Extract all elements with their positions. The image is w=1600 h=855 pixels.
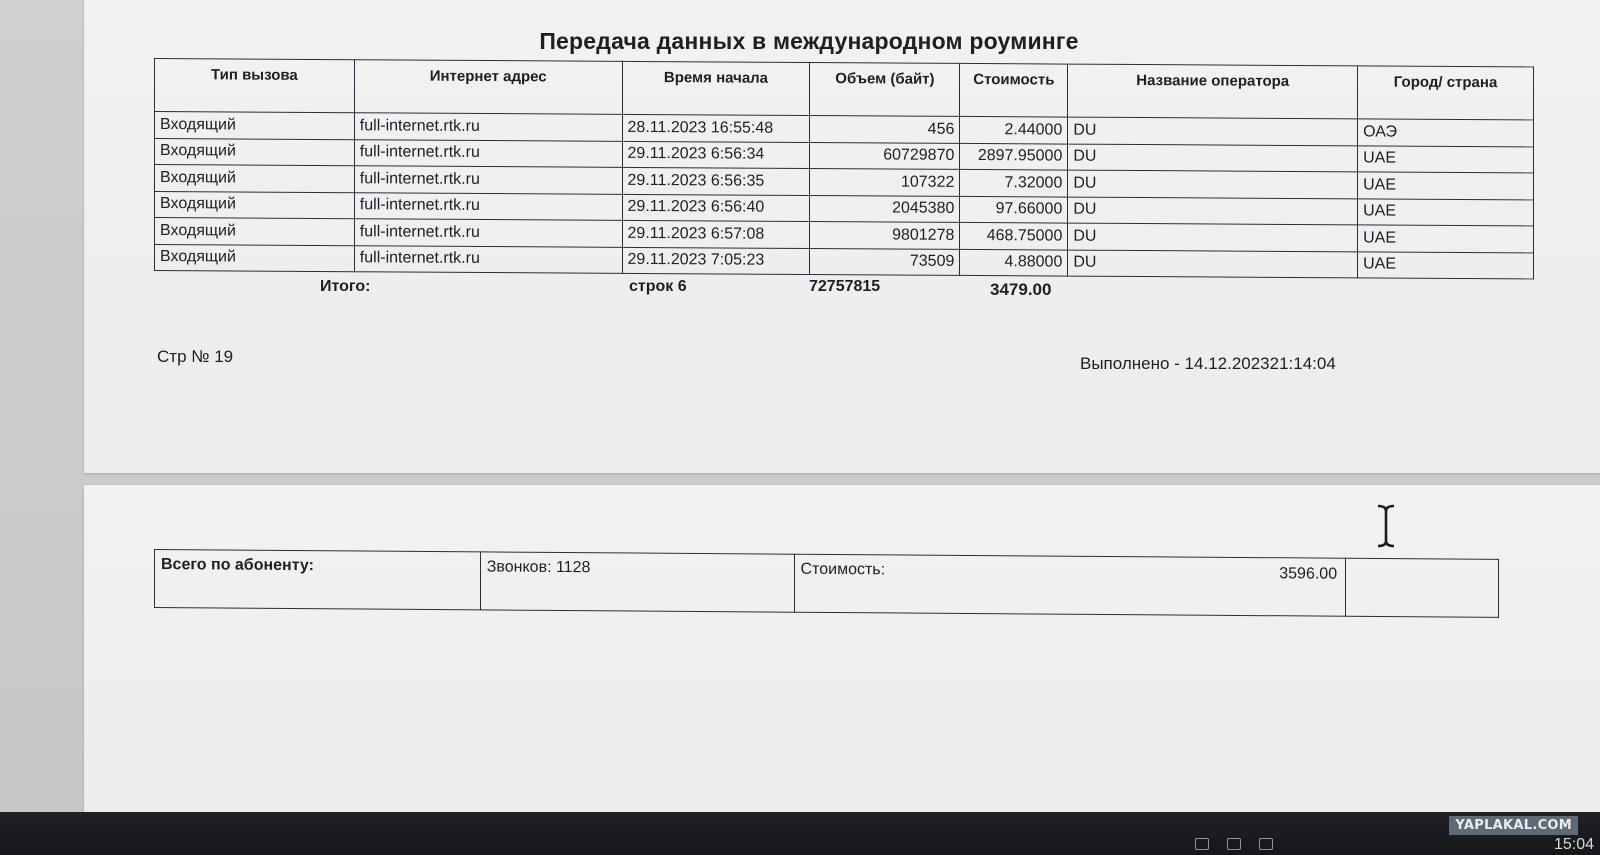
- cell-call-type: Входящий: [155, 112, 355, 140]
- system-tray: [1195, 838, 1273, 850]
- cell-location: UAE: [1358, 251, 1534, 279]
- tray-icon[interactable]: [1227, 838, 1241, 850]
- cell-call-type: Входящий: [155, 138, 355, 166]
- cell-volume: 2045380: [810, 195, 960, 222]
- summary-cost-value: 3596.00: [1279, 565, 1338, 583]
- cell-location: UAE: [1358, 198, 1534, 226]
- report-page-19: [84, 0, 1600, 473]
- cell-cost: 2897.95000: [960, 143, 1068, 170]
- cell-start-time: 29.11.2023 6:57:08: [622, 220, 810, 248]
- cell-operator: DU: [1068, 223, 1358, 251]
- taskbar-clock[interactable]: 15:04: [1553, 836, 1594, 853]
- cell-operator: DU: [1068, 250, 1358, 278]
- roaming-data-table: [154, 58, 1534, 279]
- summary-cost-label: Стоимость:: [800, 560, 886, 579]
- cell-volume: 456: [810, 116, 960, 143]
- col-header-start-time: Время начала: [622, 61, 810, 115]
- report-page-20: [84, 485, 1600, 812]
- cell-address: full-internet.rtk.ru: [354, 166, 622, 194]
- tray-icon[interactable]: [1259, 838, 1273, 850]
- totals-volume: 72757815: [809, 278, 881, 295]
- cell-volume: 107322: [810, 169, 960, 196]
- cell-start-time: 28.11.2023 16:55:48: [622, 114, 810, 142]
- report-title: Передача данных в международном роуминге: [539, 28, 1079, 54]
- cell-start-time: 29.11.2023 6:56:40: [622, 194, 810, 222]
- totals-cost: 3479.00: [990, 280, 1052, 299]
- table-header-row: [155, 59, 1534, 120]
- cell-volume: 9801278: [810, 222, 960, 249]
- cell-location: UAE: [1358, 172, 1534, 200]
- text-cursor-icon: [1374, 503, 1398, 549]
- cell-call-type: Входящий: [155, 244, 355, 272]
- taskbar: [0, 812, 1600, 855]
- page-number: Стр № 19: [157, 347, 234, 366]
- cell-address: full-internet.rtk.ru: [354, 113, 622, 141]
- cell-cost: 2.44000: [960, 116, 1068, 143]
- totals-label: Итого:: [320, 278, 371, 295]
- cell-address: full-internet.rtk.ru: [354, 245, 622, 273]
- cell-address: full-internet.rtk.ru: [354, 192, 622, 220]
- cell-volume: 73509: [810, 248, 960, 275]
- cell-cost: 7.32000: [960, 169, 1068, 196]
- cell-address: full-internet.rtk.ru: [354, 139, 622, 167]
- cell-cost: 468.75000: [960, 222, 1068, 249]
- cell-operator: DU: [1068, 197, 1358, 225]
- cell-call-type: Входящий: [155, 165, 355, 193]
- completion-timestamp: Выполнено - 14.12.202321:14:04: [1080, 354, 1336, 373]
- cell-operator: DU: [1068, 170, 1358, 198]
- cell-operator: DU: [1068, 144, 1358, 172]
- cell-call-type: Входящий: [155, 191, 355, 219]
- cell-location: UAE: [1358, 145, 1534, 173]
- summary-label: Всего по абоненту:: [155, 550, 481, 610]
- cell-operator: DU: [1068, 117, 1358, 145]
- summary-cost-cell: [794, 554, 1346, 616]
- subscriber-summary-table: [154, 549, 1499, 618]
- cell-call-type: Входящий: [155, 218, 355, 246]
- summary-row: [155, 550, 1499, 618]
- col-header-location: Город/ страна: [1358, 66, 1534, 120]
- tray-icon[interactable]: [1195, 838, 1209, 850]
- cell-start-time: 29.11.2023 6:56:35: [622, 167, 810, 195]
- col-header-cost: Стоимость: [960, 63, 1068, 117]
- cell-location: ОАЭ: [1358, 119, 1534, 147]
- cell-address: full-internet.rtk.ru: [354, 219, 622, 247]
- summary-calls: Звонков: 1128: [480, 552, 794, 612]
- cell-volume: 60729870: [810, 142, 960, 169]
- cell-location: UAE: [1358, 225, 1534, 253]
- cell-cost: 4.88000: [960, 249, 1068, 276]
- col-header-call-type: Тип вызова: [155, 59, 355, 113]
- totals-row-count: строк 6: [629, 278, 687, 295]
- col-header-volume: Объем (байт): [810, 63, 960, 117]
- col-header-operator: Название оператора: [1068, 64, 1358, 119]
- cell-start-time: 29.11.2023 7:05:23: [622, 247, 810, 275]
- cell-cost: 97.66000: [960, 196, 1068, 223]
- summary-empty-cell: [1346, 558, 1499, 617]
- cell-start-time: 29.11.2023 6:56:34: [622, 141, 810, 169]
- site-watermark: YAPLAKAL.COM: [1449, 816, 1578, 835]
- col-header-address: Интернет адрес: [354, 60, 622, 115]
